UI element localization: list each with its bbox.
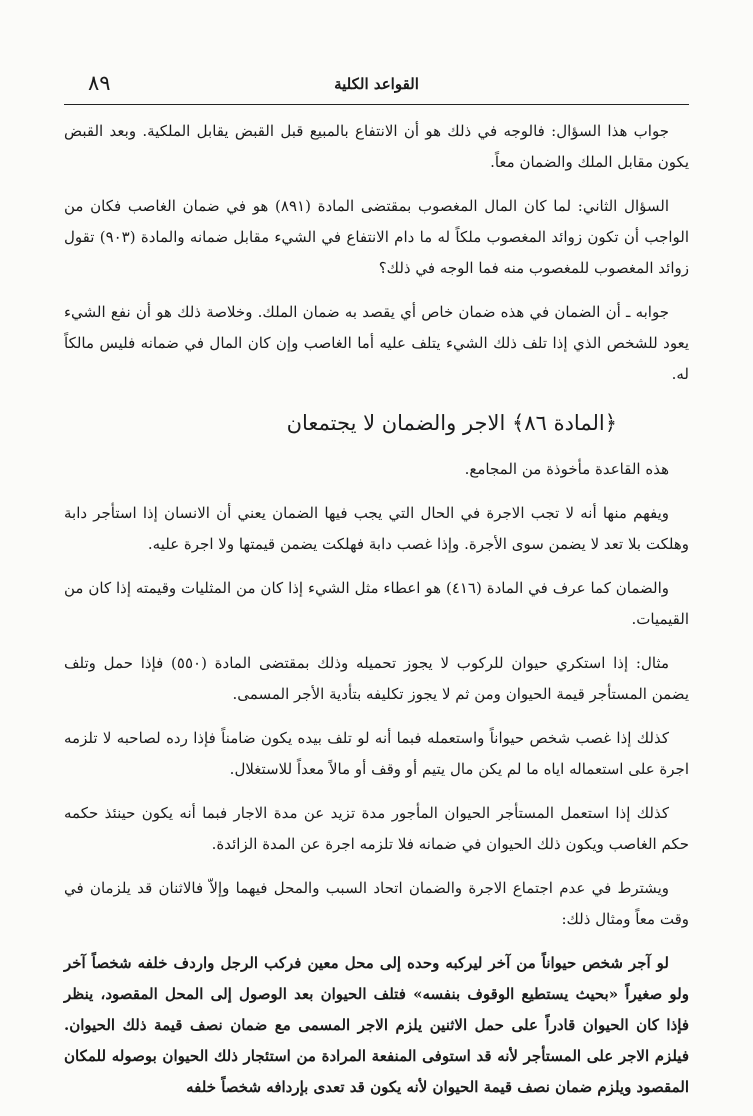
paragraph: جوابه ـ أن الضمان في هذه ضمان خاص أي يقصد به ضمان الملك. وخلاصة ذلك هو أن نفع الشيء يعود للشخص الذي إذا تلف ذلك الشيء يتلف عليه أما الغاصب وإن كان المال في ضمانه فليس مالكاً له. [64, 303, 689, 383]
paragraph: ويفهم منها أنه لا تجب الاجرة في الحال التي يجب فيها الضمان يعني أن الانسان إذا استأجر دابة وهلكت بلا تعد لا يضمن سوى الأجرة. وإذا غصب دابة فهلكت يضمن قيمتها ولا اجرة عليه. [64, 504, 689, 553]
running-head [64, 68, 689, 100]
page-body [64, 116, 689, 1116]
paragraph: هذه القاعدة مأخوذة من المجامع. [464, 460, 669, 478]
paragraph: مثال: إذا استكري حيوان للركوب لا يجوز تحميله وذلك بمقتضى المادة (٥٥٠) فإذا حمل وتلف يضمن المستأجر قيمة الحيوان ومن ثم لا يجوز تكليفه بتأدية الأجر المسمى. [64, 654, 689, 703]
paragraph: جواب هذا السؤال: فالوجه في ذلك هو أن الانتفاع بالمبيع قبل القبض يقابل الملكية. وبعد القبض يكون مقابل الملك والضمان معاً. [64, 122, 689, 171]
paragraph: والضمان كما عرف في المادة (٤١٦) هو اعطاء مثل الشيء إذا كان من المثليات وقيمته إذا كان من القيميات. [64, 579, 689, 628]
paragraph: لو آجر شخص حيواناً من آخر ليركبه وحده إلى محل معين فركب الرجل واردف خلفه شخصاً آخر ولو صغيراً «بحيث يستطيع الوقوف بنفسه» فتلف الحيوان بعد الوصول إلى المحل المقصود، ينظر فإذا كان الحيوان قادراً على حمل الاثنين يلزم الاجر المسمى مع ضمان نصف قيمة ذلك الحيوان. فيلزم الاجر على المستأجر لأنه قد استوفى المنفعة المرادة من استئجار ذلك الحيوان بوصوله للمكان المقصود ويلزم ضمان نصف قيمة الحيوان لأنه يكون قد تعدى بإردافه شخصاً خلفه [64, 954, 690, 1096]
running-title: القواعد الكلية [334, 75, 419, 93]
paragraph: كذلك إذا غصب شخص حيواناً واستعمله فبما أنه لو تلف بيده يكون ضامناً فإذا رده لصاحبه لا تلزمه اجرة على استعماله اياه ما لم يكن مال يتيم أو وقف أو مالاً معداً للاستغلال. [64, 729, 689, 778]
header-rule [64, 104, 689, 105]
paragraph: السؤال الثاني: لما كان المال المغصوب بمقتضى المادة (٨٩١) هو في ضمان الغاصب فكان من الواجب أن تكون زوائد المغصوب ملكاً له ما دام الانتفاع في الشيء مقابل ضمانه والمادة (٩٠٣) تقول زوائد المغصوب للمغصوب منه فما الوجه في ذلك؟ [64, 197, 690, 277]
page-number: ٨٩ [88, 71, 111, 95]
paragraph: ويشترط في عدم اجتماع الاجرة والضمان اتحاد السبب والمحل فيهما وإلاّ فالاثنان قد يلزمان في وقت معاً ومثال ذلك: [64, 879, 689, 928]
section-heading: ﴿المادة ٨٦﴾ الاجر والضمان لا يجتمعان [286, 411, 617, 435]
paragraph: كذلك إذا استعمل المستأجر الحيوان المأجور مدة تزيد عن مدة الاجار فبما أنه يكون حينئذ حكمه حكم الغاصب ويكون ذلك الحيوان في ضمانه فلا تلزمه اجرة عن المدة الزائدة. [64, 804, 689, 853]
